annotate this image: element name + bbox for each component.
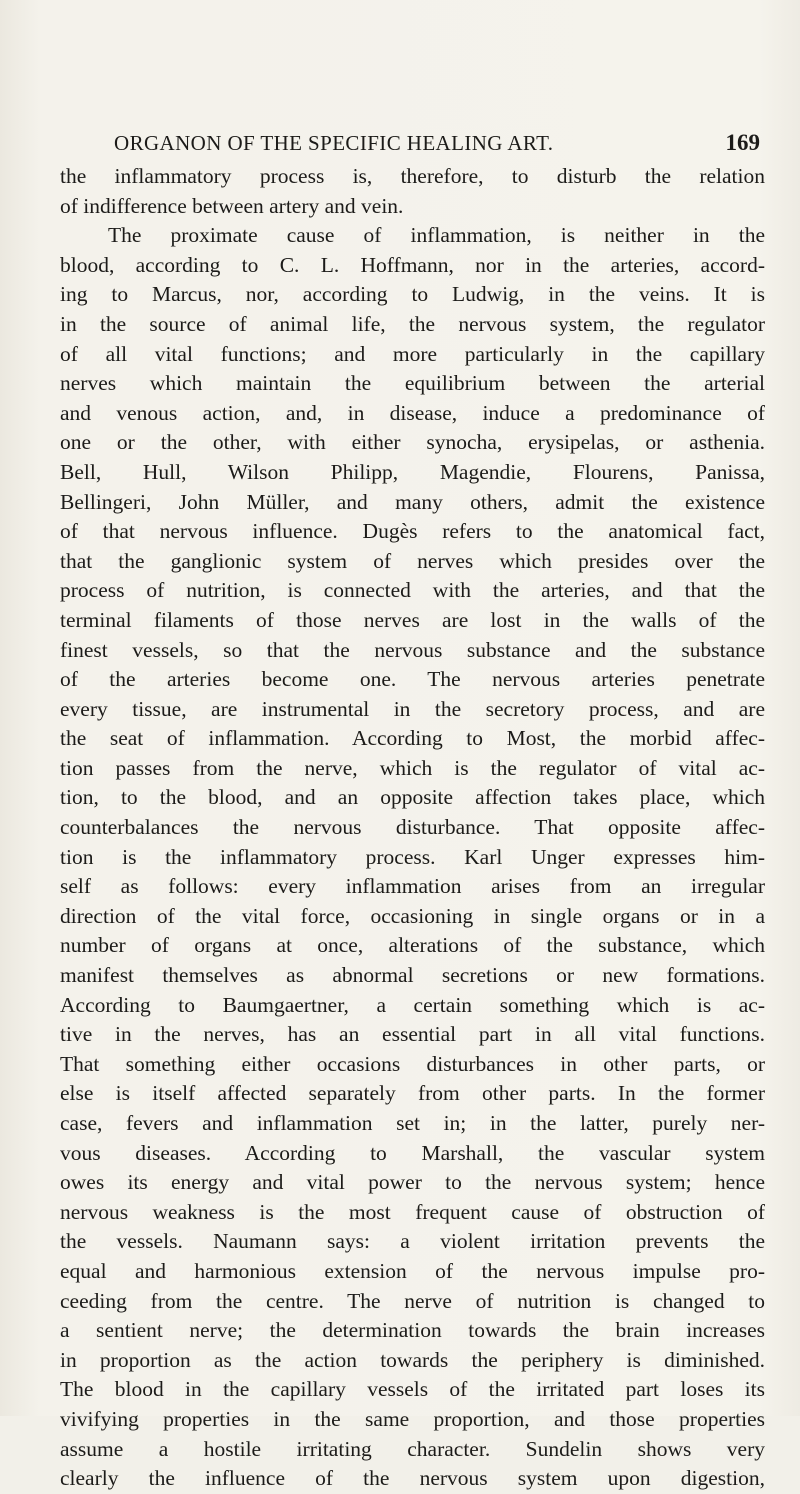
text-line: of indifference between artery and vein. xyxy=(60,193,404,218)
text-line: manifest themselves as abnormal secretions or new formations. xyxy=(60,963,765,988)
text-line: the seat of inflammation. According to Most, the morbid affec- xyxy=(60,726,765,751)
text-line: in the source of animal life, the nervous system, the regulator xyxy=(60,311,765,336)
text-line: of all vital functions; and more particularly in the capillary xyxy=(60,341,765,366)
text-line: assume a hostile irritating character. Sundelin shows very xyxy=(60,1436,765,1461)
text-line: tion passes from the nerve, which is the regulator of vital ac- xyxy=(60,755,765,780)
text-line: process of nutrition, is connected with the arteries, and that the xyxy=(60,578,765,603)
text-line: That something either occasions disturbances in other parts, or xyxy=(60,1051,765,1076)
text-line: the inflammatory process is, therefore, to disturb the relation xyxy=(60,164,765,188)
page-header xyxy=(60,128,760,158)
text-line: vous diseases. According to Marshall, the vascular system xyxy=(60,1140,765,1165)
text-line: terminal filaments of those nerves are lost in the walls of the xyxy=(60,607,765,632)
text-line: clearly the influence of the nervous system upon digestion, xyxy=(60,1466,765,1491)
text-line: blood, according to C. L. Hoffmann, nor in the arteries, accord- xyxy=(60,252,765,277)
text-line: counterbalances the nervous disturbance. That opposite affec- xyxy=(60,815,765,840)
text-line: equal and harmonious extension of the nervous impulse pro- xyxy=(60,1258,765,1283)
text-line: a sentient nerve; the determination towards the brain increases xyxy=(60,1318,765,1343)
text-line: ing to Marcus, nor, according to Ludwig, in the veins. It is xyxy=(60,282,765,307)
text-line: of the arteries become one. The nervous arteries penetrate xyxy=(60,667,765,692)
text-line: owes its energy and vital power to the nervous system; hence xyxy=(60,1170,765,1195)
text-line: nervous weakness is the most frequent cause of obstruction of xyxy=(60,1199,765,1224)
text-line: tion is the inflammatory process. Karl Unger expresses him- xyxy=(60,844,765,869)
text-line: tion, to the blood, and an opposite affection takes place, which xyxy=(60,785,765,810)
text-line: self as follows: every inflammation arises from an irregular xyxy=(60,874,765,899)
text-line: of that nervous influence. Dugès refers to the anatomical fact, xyxy=(60,519,765,544)
text-line: The blood in the capillary vessels of the irritated part loses its xyxy=(60,1377,765,1402)
text-line: the vessels. Naumann says: a violent irritation prevents the xyxy=(60,1229,765,1254)
text-line: vivifying properties in the same proportion, and those properties xyxy=(60,1406,765,1431)
text-line: that the ganglionic system of nerves which presides over the xyxy=(60,548,765,573)
page-number: 169 xyxy=(725,130,760,155)
text-line: ceeding from the centre. The nerve of nutrition is changed to xyxy=(60,1288,765,1313)
text-line: else is itself affected separately from other parts. In the former xyxy=(60,1081,765,1106)
text-line: in proportion as the action towards the periphery is diminished. xyxy=(60,1347,765,1372)
text-line: The proximate cause of inflammation, is neither in the xyxy=(108,223,765,248)
text-line: nerves which maintain the equilibrium between the arterial xyxy=(60,371,765,396)
text-line: number of organs at once, alterations of the substance, which xyxy=(60,933,765,958)
text-line: Bell, Hull, Wilson Philipp, Magendie, Flourens, Panissa, xyxy=(60,459,765,484)
text-line: case, fevers and inflammation set in; in the latter, purely ner- xyxy=(60,1111,765,1135)
text-line: Bellingeri, John Müller, and many others, admit the existence xyxy=(60,489,765,514)
text-line: direction of the vital force, occasioning in single organs or in a xyxy=(60,903,765,928)
text-line: tive in the nerves, has an essential part in all vital functions. xyxy=(60,1022,765,1047)
text-line: every tissue, are instrumental in the secretory process, and are xyxy=(60,696,765,721)
text-line: According to Baumgaertner, a certain something which is ac- xyxy=(60,992,765,1017)
text-line: one or the other, with either synocha, erysipelas, or asthenia. xyxy=(60,430,765,455)
text-line: and venous action, and, in disease, induce a predominance of xyxy=(60,400,765,425)
body-text xyxy=(60,162,765,1494)
text-line: finest vessels, so that the nervous substance and the substance xyxy=(60,637,765,662)
running-title: ORGANON OF THE SPECIFIC HEALING ART. xyxy=(114,131,554,155)
